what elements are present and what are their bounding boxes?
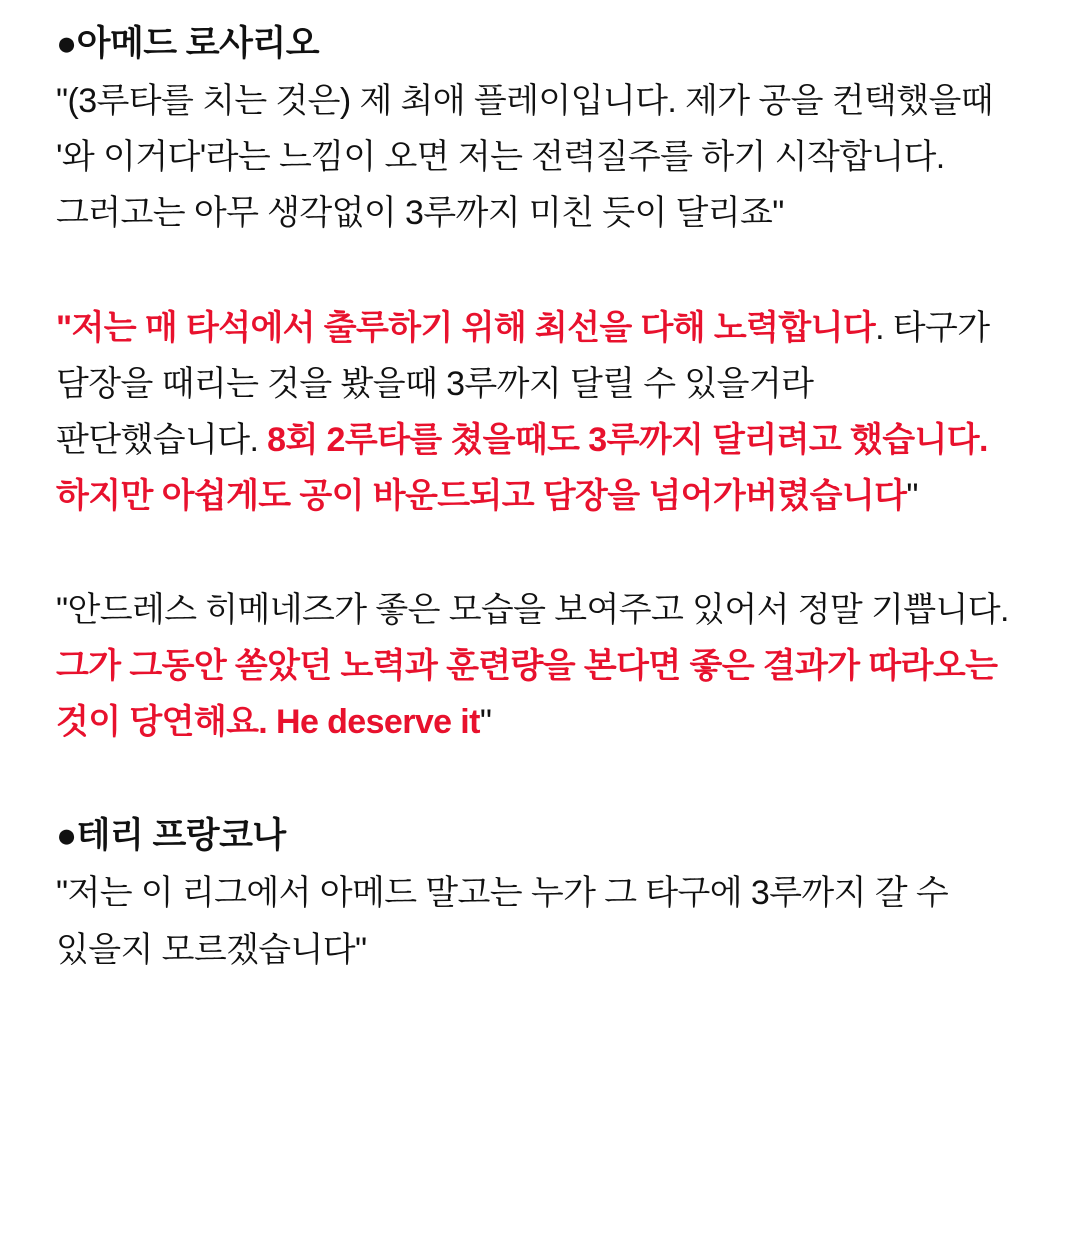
quote-paragraph-on-base-effort bbox=[56, 300, 1020, 524]
paragraph-spacer bbox=[56, 242, 1020, 300]
quote-text-highlight-deserve: 그가 그동안 쏟았던 노력과 훈련량을 본다면 좋은 결과가 따라오는 것이 당연해요. He deserve it bbox=[56, 647, 998, 742]
speaker-heading-francona: ●테리 프랑코나 bbox=[56, 816, 286, 856]
quote-text-open-quote-red: " bbox=[56, 308, 72, 347]
quote-text-close-quote: " bbox=[906, 476, 918, 515]
speaker-heading-rosario: ●아메드 로사리오 bbox=[56, 24, 320, 63]
quote-text-highlight-eighth-inning: 8회 2루타를 쳤을때도 3루까지 달리려고 했습니다. 하지만 아쉽게도 공이 바운드되고 담장을 넘어가버렸습니다 bbox=[56, 420, 988, 515]
paragraph-spacer bbox=[56, 750, 1020, 806]
quote-text-plain-wall-hit: . 타구가 담장을 때리는 것을 봤을때 3루까지 달릴 수 있을거라 판단했습니다. bbox=[56, 308, 990, 459]
quote-paragraph-francona bbox=[56, 865, 1020, 977]
quote-text-close-quote: " bbox=[479, 703, 492, 742]
quote-text-highlight-effort: 저는 매 타석에서 출루하기 위해 최선을 다해 노력합니다 bbox=[71, 308, 876, 347]
quote-text-plain: "(3루타를 치는 것은) 제 최애 플레이입니다. 제가 공을 컨택했을때 '와 이거다'라는 느낌이 오면 저는 전력질주를 하기 시작합니다. 그러고는 아무 생각없이 3루까지 미친 듯이 달리죠" bbox=[56, 82, 993, 233]
quote-paragraph-favorite-play bbox=[56, 73, 1020, 241]
quote-paragraph-about-jimenez bbox=[56, 582, 1020, 750]
paragraph-spacer bbox=[56, 524, 1020, 582]
quote-text-plain-jimenez: "안드레스 히메네즈가 좋은 모습을 보여주고 있어서 정말 기쁩니다. bbox=[56, 590, 1009, 629]
quote-text-plain-francona: "저는 이 리그에서 아메드 말고는 누가 그 타구에 3루까지 갈 수 있을지 모르겠습니다" bbox=[56, 874, 949, 969]
